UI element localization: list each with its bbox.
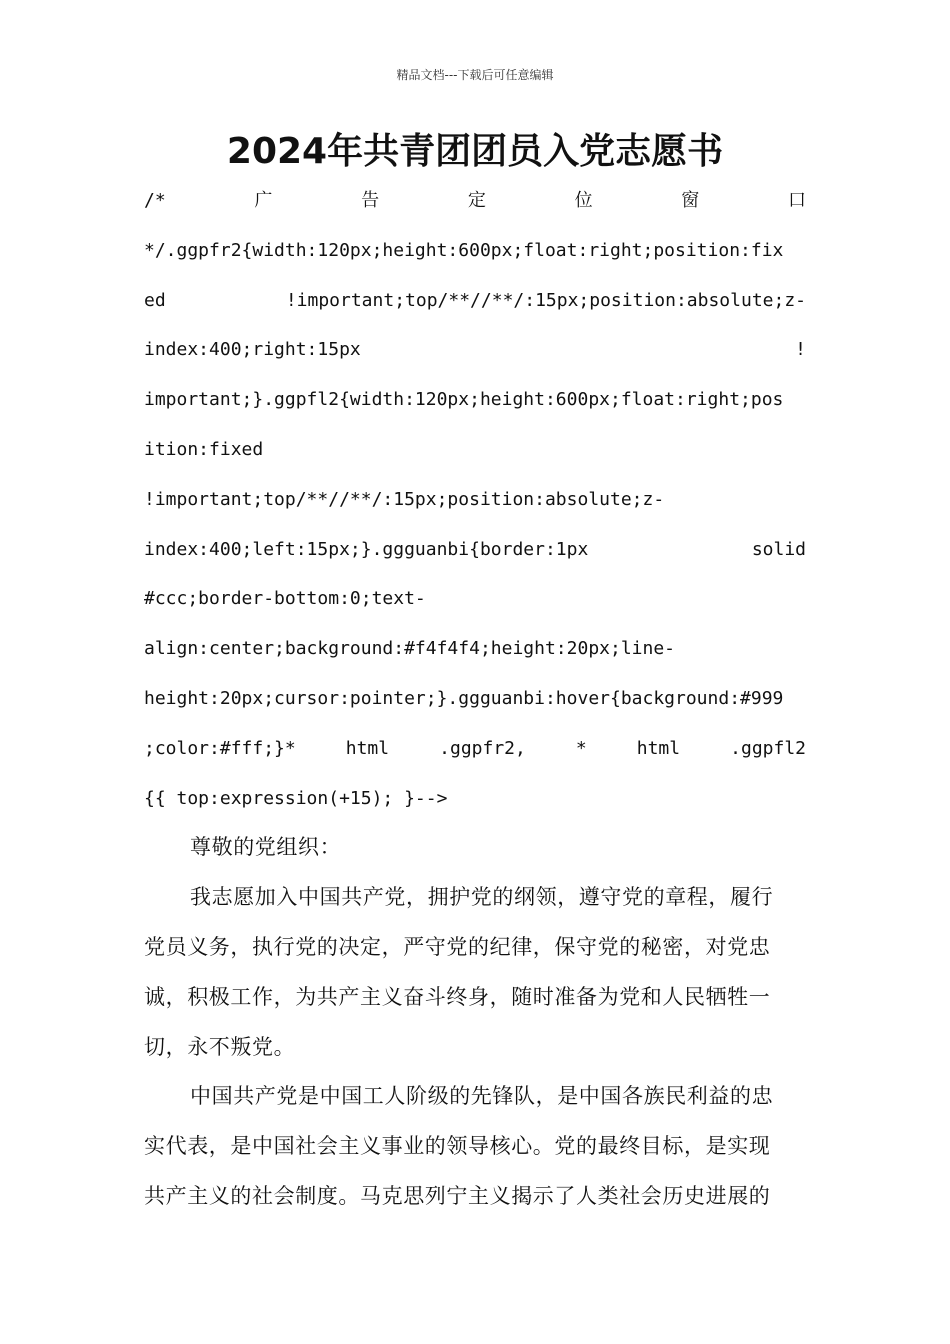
paragraph-line: 切，永不叛党。 [144, 1034, 296, 1059]
paragraph-line: 党员义务，执行党的决定，严守党的纪律，保守党的秘密，对党忠 [144, 934, 771, 959]
code-token: !important;top/**//**/:15px;position:absolute;z- [285, 289, 806, 311]
document-body [144, 176, 806, 1222]
paragraph-line: 共产主义的社会制度。马克思列宁主义揭示了人类社会历史进展的 [144, 1183, 771, 1208]
code-line: !important;top/**//**/:15px;position:absolute;z- [144, 488, 665, 510]
code-line [144, 276, 806, 326]
paragraph-line: 诚，积极工作，为共产主义奋斗终身，随时准备为党和人民牺牲一 [144, 984, 771, 1009]
code-token: 窗 [681, 190, 700, 211]
code-token: index:400;right:15px [144, 339, 361, 361]
code-token: .ggpfl2 [730, 737, 806, 759]
code-line [144, 724, 806, 774]
document-title: 2024年共青团团员入党志愿书 [226, 131, 724, 172]
code-line: #ccc;border-bottom:0;text- [144, 588, 426, 610]
code-token: 定 [467, 190, 486, 211]
header-note: 精品文档---下载后可任意编辑 [396, 68, 554, 82]
paragraph-line: 实代表，是中国社会主义事业的领导核心。党的最终目标，是实现 [144, 1134, 771, 1159]
code-token: html [636, 737, 681, 759]
code-line: */.ggpfr2{width:120px;height:600px;float:right;position:fix [144, 239, 784, 261]
code-token: .ggpfr2, [439, 737, 526, 759]
code-token: index:400;left:15px;}.ggguanbi{border:1px [144, 538, 589, 560]
code-token: 口 [788, 190, 806, 211]
code-token: html [345, 737, 390, 759]
code-token: /* [144, 190, 166, 211]
code-token: ! [795, 339, 806, 361]
code-token: 位 [574, 190, 593, 211]
code-line [144, 325, 806, 375]
code-token: ed [144, 289, 166, 311]
code-line: align:center;background:#f4f4f4;height:20px;line- [144, 638, 676, 660]
code-line: height:20px;cursor:pointer;}.ggguanbi:hover{background:#999 [144, 687, 784, 709]
code-token: * [575, 737, 587, 759]
code-line: {{ top:expression(+15); }--> [144, 787, 448, 809]
code-token: 告 [361, 190, 380, 211]
salutation: 尊敬的党组织： [190, 835, 342, 860]
paragraph-line: 我志愿加入中国共产党，拥护党的纲领，遵守党的章程，履行 [190, 885, 774, 910]
code-line [144, 525, 806, 575]
code-line: ition:fixed [144, 438, 264, 460]
code-token: 广 [254, 190, 273, 211]
code-line [144, 176, 806, 226]
paragraph-line: 中国共产党是中国工人阶级的先锋队，是中国各族民利益的忠 [190, 1084, 774, 1109]
code-token: solid [751, 538, 806, 560]
code-token: ;color:#fff;}* [144, 737, 296, 759]
code-line: important;}.ggpfl2{width:120px;height:600px;float:right;pos [144, 389, 784, 411]
